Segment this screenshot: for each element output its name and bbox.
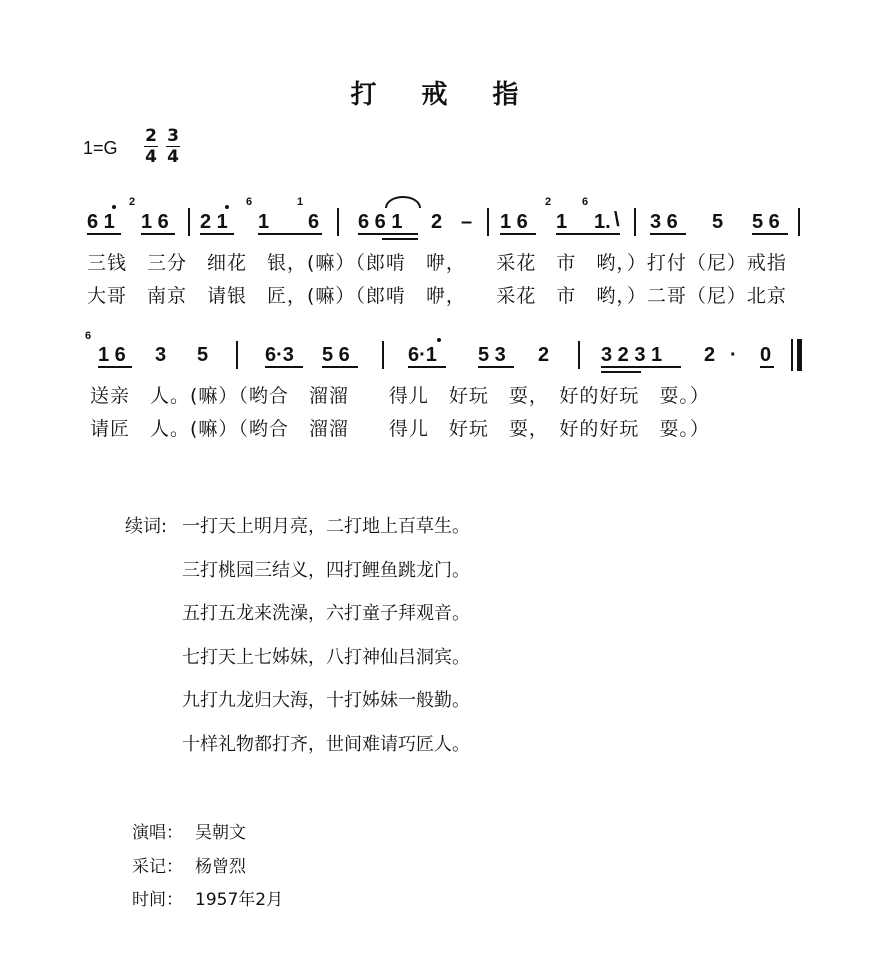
bar-line: [798, 208, 800, 236]
underline: [141, 233, 175, 235]
underline: [265, 366, 303, 368]
note: 2: [431, 211, 443, 233]
underline: [200, 233, 234, 235]
tie-slur: [385, 196, 421, 208]
grace-note: 1: [297, 196, 304, 208]
continuation-line: 七打天上七姊妹，八打神仙吕洞宾。: [182, 647, 470, 668]
continuation-line: 五打五龙来洗澡，六打童子拜观音。: [182, 603, 470, 624]
credit-label: 采记：: [132, 857, 183, 877]
continuation-line: 十样礼物都打齐，世间难请巧匠人。: [182, 734, 470, 755]
note: 5: [197, 344, 209, 366]
underline-double: [382, 238, 418, 240]
underline: [322, 366, 358, 368]
lyrics-verse1-line1: 三钱 三分 细花 银，(嘛）（郎啃 咿， 采花 市 哟，）打付（尼）戒指: [87, 252, 787, 274]
note-group: 6·3: [265, 344, 294, 366]
song-title: 打 戒 指: [350, 80, 537, 110]
continuation-line: 三打桃园三结义，四打鲤鱼跳龙门。: [182, 560, 470, 581]
key-signature: 1=G: [83, 138, 118, 158]
continuation-line: 一打天上明月亮，二打地上百草生。: [182, 516, 470, 537]
octave-dot: [112, 205, 116, 209]
bar-line: [487, 208, 489, 236]
bar-line: [634, 208, 636, 236]
note: 6: [308, 211, 320, 233]
glide-mark: \: [614, 209, 620, 231]
underline: [258, 233, 322, 235]
underline: [650, 233, 686, 235]
note-group: 6 1: [87, 211, 115, 233]
note-group: 3 6: [650, 211, 678, 233]
note-group: 3 2 3 1: [601, 344, 663, 366]
note-group: 6 6 1: [358, 211, 403, 233]
dash: –: [461, 211, 473, 233]
grace-note: 6: [582, 196, 589, 208]
credit-value: 吴朝文: [195, 823, 246, 843]
lyrics-verse2-line2: 请匠 人。(嘛）（哟合 溜溜 得儿 好玩 耍， 好的好玩 耍。）: [90, 418, 710, 440]
note-group: 1 6: [141, 211, 169, 233]
note: 1: [556, 211, 568, 233]
underline: [601, 366, 681, 368]
note-group: 1 6: [98, 344, 126, 366]
note-group: 5 6: [752, 211, 780, 233]
meter-top: 3: [167, 126, 179, 146]
credit-value: 杨曾烈: [195, 857, 246, 877]
final-bar-thin: [791, 339, 793, 371]
underline: [760, 366, 774, 368]
meter-bottom: 4: [145, 147, 157, 167]
bar-line: [337, 208, 339, 236]
credit-label: 时间：: [132, 890, 183, 910]
note-group: 5 6: [322, 344, 350, 366]
note-group: 1 6: [500, 211, 528, 233]
credit-value: 1957年2月: [195, 890, 284, 910]
bar-line: [382, 341, 384, 369]
octave-dot: [437, 338, 441, 342]
lyrics-verse2-line1: 大哥 南京 请银 匠，(嘛）（郎啃 咿， 采花 市 哟，）二哥（尼）北京: [87, 285, 787, 307]
grace-note: 6: [246, 196, 253, 208]
underline: [408, 366, 446, 368]
underline: [98, 366, 132, 368]
credit-label: 演唱：: [132, 823, 183, 843]
time-signature-3-4: [165, 126, 181, 167]
meter-bottom: 4: [167, 147, 179, 167]
note: 1: [258, 211, 270, 233]
final-bar-thick: [797, 339, 802, 371]
rest: 0: [760, 344, 772, 366]
augmentation-dot: ·: [730, 344, 737, 366]
underline: [358, 233, 418, 235]
octave-dot: [225, 205, 229, 209]
note: 3: [155, 344, 167, 366]
note-group: 5 3: [478, 344, 506, 366]
continuation-line: 九打九龙归大海，十打姊妹一般勤。: [182, 690, 470, 711]
bar-line: [236, 341, 238, 369]
underline-double: [601, 371, 641, 373]
underline: [478, 366, 514, 368]
time-signature-2-4: [143, 126, 159, 167]
note: 2: [704, 344, 716, 366]
note: 2: [538, 344, 550, 366]
bar-line: [188, 208, 190, 236]
underline: [87, 233, 121, 235]
lyrics-verse1-line2: 送亲 人。(嘛）（哟合 溜溜 得儿 好玩 耍， 好的好玩 耍。）: [90, 385, 710, 407]
continuation-label: 续词:: [125, 516, 168, 537]
grace-note: 6: [85, 330, 92, 342]
grace-note: 2: [129, 196, 136, 208]
note-group: 6·1: [408, 344, 437, 366]
bar-line: [578, 341, 580, 369]
note: 5: [712, 211, 724, 233]
grace-note: 2: [545, 196, 552, 208]
note: 1.: [594, 211, 611, 233]
underline: [556, 233, 620, 235]
meter-top: 2: [145, 126, 157, 146]
note-group: 2 1: [200, 211, 228, 233]
underline: [752, 233, 788, 235]
underline: [500, 233, 536, 235]
